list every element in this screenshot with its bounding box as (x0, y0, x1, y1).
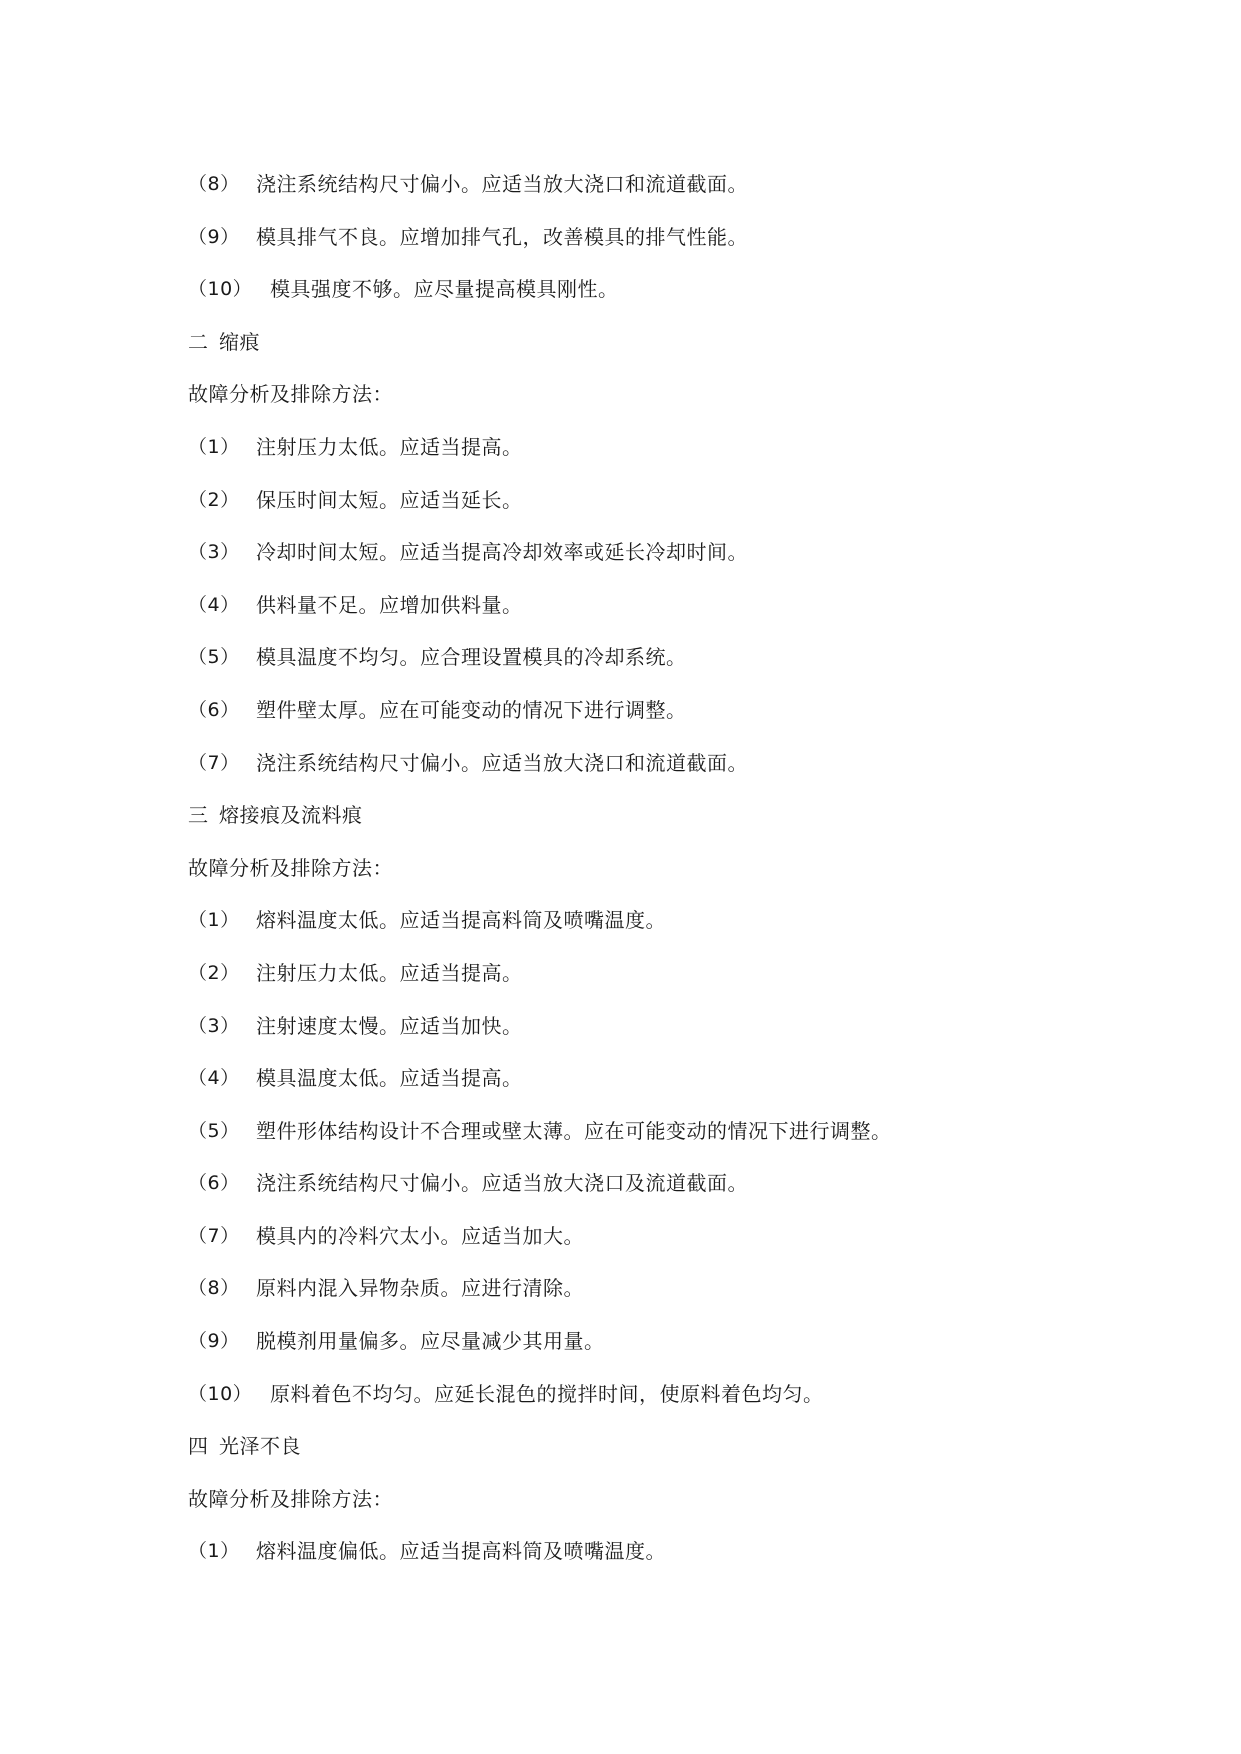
item-text: 原料着色不均匀。应延长混色的搅拌时间，使原料着色均匀。 (270, 1381, 824, 1406)
list-item (188, 643, 1088, 696)
item-text: 模具排气不良。应增加排气孔，改善模具的排气性能。 (256, 224, 748, 249)
list-item (188, 1537, 1088, 1590)
item-number: （9） (188, 225, 240, 248)
item-text: 保压时间太短。应适当延长。 (256, 487, 523, 512)
item-text: 注射速度太慢。应适当加快。 (256, 1013, 523, 1038)
item-text: 脱模剂用量偏多。应尽量减少其用量。 (256, 1329, 605, 1354)
item-text: 模具温度太低。应适当提高。 (256, 1066, 523, 1091)
section-heading (188, 1432, 1088, 1485)
document-page (188, 170, 1088, 1590)
item-text: 模具温度不均匀。应合理设置模具的冷却系统。 (256, 645, 687, 670)
list-item (188, 959, 1088, 1012)
item-number: （8） (188, 1277, 240, 1300)
item-text: 冷却时间太短。应适当提高冷却效率或延长冷却时间。 (256, 540, 748, 565)
item-number: （6） (188, 698, 240, 721)
item-text: 模具强度不够。应尽量提高模具刚性。 (270, 277, 619, 302)
list-item (188, 1012, 1088, 1065)
section-title: 熔接痕及流料痕 (219, 803, 363, 828)
item-text: 熔料温度太低。应适当提高料筒及喷嘴温度。 (256, 908, 666, 933)
list-item (188, 433, 1088, 486)
item-text: 注射压力太低。应适当提高。 (256, 434, 523, 459)
item-number: （10） (188, 278, 253, 301)
item-number: （8） (188, 173, 240, 195)
item-number: （5） (188, 646, 240, 669)
item-number: （6） (188, 1172, 240, 1195)
section-number: 四 (188, 1434, 208, 1459)
item-text: 注射压力太低。应适当提高。 (256, 960, 523, 985)
list-item (188, 1169, 1088, 1222)
item-number: （3） (188, 541, 240, 564)
section-heading (188, 328, 1088, 381)
item-number: （2） (188, 961, 240, 984)
item-number: （5） (188, 1119, 240, 1142)
list-item (188, 1064, 1088, 1117)
list-item (188, 1117, 1088, 1170)
item-number: （7） (188, 751, 240, 774)
item-number: （2） (188, 488, 240, 511)
item-number: （4） (188, 1067, 240, 1090)
list-item (188, 223, 1088, 276)
item-number: （7） (188, 1224, 240, 1247)
list-item (188, 696, 1088, 749)
list-item (188, 1222, 1088, 1275)
list-item (188, 486, 1088, 539)
list-item (188, 591, 1088, 644)
item-text: 浇注系统结构尺寸偏小。应适当放大浇口和流道截面。 (256, 750, 748, 775)
list-item (188, 906, 1088, 959)
list-item (188, 1380, 1088, 1433)
section-number: 二 (188, 329, 208, 354)
section-intro: 故障分析及排除方法： (188, 382, 393, 407)
list-item (188, 275, 1088, 328)
list-item (188, 538, 1088, 591)
item-number: （10） (188, 1382, 253, 1405)
item-text: 塑件形体结构设计不合理或壁太薄。应在可能变动的情况下进行调整。 (256, 1118, 892, 1143)
item-number: （9） (188, 1330, 240, 1353)
item-number: （4） (188, 593, 240, 616)
section-title: 光泽不良 (219, 1434, 301, 1459)
section-intro: 故障分析及排除方法： (188, 855, 393, 880)
section-heading (188, 801, 1088, 854)
section-number: 三 (188, 803, 208, 828)
list-item (188, 749, 1088, 802)
item-text: 原料内混入异物杂质。应进行清除。 (256, 1276, 584, 1301)
section-intro: 故障分析及排除方法： (188, 1486, 393, 1511)
item-text: 浇注系统结构尺寸偏小。应适当放大浇口和流道截面。 (256, 172, 748, 196)
item-number: （1） (188, 909, 240, 932)
item-text: 模具内的冷料穴太小。应适当加大。 (256, 1223, 584, 1248)
item-text: 塑件壁太厚。应在可能变动的情况下进行调整。 (256, 697, 687, 722)
item-number: （1） (188, 435, 240, 458)
list-item (188, 1327, 1088, 1380)
item-number: （3） (188, 1014, 240, 1037)
list-item (188, 170, 1088, 223)
item-text: 熔料温度偏低。应适当提高料筒及喷嘴温度。 (256, 1539, 666, 1564)
item-text: 浇注系统结构尺寸偏小。应适当放大浇口及流道截面。 (256, 1171, 748, 1196)
section-title: 缩痕 (219, 329, 260, 354)
item-text: 供料量不足。应增加供料量。 (256, 592, 523, 617)
list-item (188, 1274, 1088, 1327)
item-number: （1） (188, 1540, 240, 1563)
